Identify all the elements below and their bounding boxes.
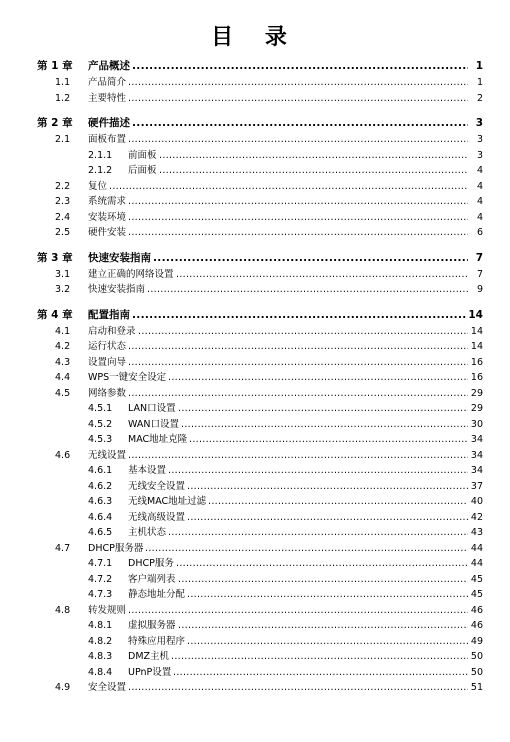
dot-leader xyxy=(181,417,468,433)
toc-entry[interactable] xyxy=(0,618,510,634)
toc-entry-number: 4.6 xyxy=(55,449,71,461)
toc-entry-number: 4.6.5 xyxy=(88,527,113,538)
toc-entry[interactable] xyxy=(0,448,510,464)
toc-entry-number: 2.3 xyxy=(55,196,71,207)
dot-leader xyxy=(178,572,468,588)
toc-entry-number: 2.1 xyxy=(55,134,71,145)
dot-leader xyxy=(128,225,468,241)
dot-leader xyxy=(128,91,468,107)
dot-leader xyxy=(128,448,468,464)
toc-entry-title[interactable]: 客户端列表 xyxy=(128,572,177,588)
toc-entry[interactable] xyxy=(0,75,510,91)
toc-entry-title[interactable]: 转发规则 xyxy=(88,603,127,619)
toc-entry[interactable] xyxy=(0,510,510,526)
dot-leader xyxy=(128,75,468,91)
dot-leader xyxy=(128,210,468,226)
toc-entry-page[interactable]: 50 xyxy=(469,665,483,681)
toc-entry[interactable] xyxy=(0,634,510,650)
toc-entry-page[interactable]: 6 xyxy=(475,225,483,241)
toc-entry[interactable] xyxy=(0,386,510,402)
toc-entry-number: 2.1.1 xyxy=(88,149,113,161)
toc-entry-number: 4.7.1 xyxy=(88,558,113,569)
toc-entry-number: 4.5.2 xyxy=(88,418,113,430)
toc-entry-page[interactable]: 1 xyxy=(474,57,483,75)
toc-entry-title[interactable]: 面板布置 xyxy=(88,132,127,148)
toc-entry[interactable] xyxy=(0,432,510,448)
toc-entry-number: 4.8.1 xyxy=(88,620,113,631)
toc-entry-number: 4.5.1 xyxy=(88,403,113,414)
toc-entry[interactable] xyxy=(0,479,510,495)
dot-leader xyxy=(176,556,468,572)
toc-entry-page[interactable]: 16 xyxy=(469,355,483,371)
toc-entry[interactable] xyxy=(0,339,510,355)
toc-entry[interactable] xyxy=(0,282,510,298)
dot-leader xyxy=(168,370,468,386)
toc-entry-number: 3.1 xyxy=(55,268,71,280)
dot-leader xyxy=(128,194,468,210)
dot-leader xyxy=(178,401,468,417)
toc-entry[interactable] xyxy=(0,267,510,283)
toc-entry[interactable] xyxy=(0,556,510,572)
toc-entry-number: 4.6.3 xyxy=(88,496,113,507)
toc-entry-title[interactable]: 后面板 xyxy=(128,163,158,179)
toc-entry-page[interactable]: 3 xyxy=(475,148,483,164)
toc-entry-page[interactable]: 4 xyxy=(475,163,483,179)
dot-leader xyxy=(132,306,468,324)
dot-leader xyxy=(187,510,468,526)
toc-entry-title[interactable]: 虚拟服务器 xyxy=(128,618,177,634)
toc-entry-number: 第 2 章 xyxy=(37,117,73,129)
toc-entry-number: 2.5 xyxy=(55,227,71,238)
toc-entry[interactable] xyxy=(0,179,510,195)
toc-entry-page[interactable]: 7 xyxy=(474,249,483,267)
toc-entry[interactable] xyxy=(0,355,510,371)
toc-entry[interactable] xyxy=(0,572,510,588)
toc-entry-title[interactable]: WAN口设置 xyxy=(128,417,180,433)
dot-leader xyxy=(168,525,468,541)
toc-entry[interactable] xyxy=(0,665,510,681)
toc-entry[interactable] xyxy=(0,194,510,210)
toc-entry-page[interactable]: 30 xyxy=(469,417,483,433)
toc-entry[interactable] xyxy=(0,494,510,510)
toc-entry-title[interactable]: 硬件安装 xyxy=(88,225,127,241)
dot-leader xyxy=(176,267,468,283)
toc-entry-title[interactable]: 设置向导 xyxy=(88,355,127,371)
toc-entry[interactable] xyxy=(0,541,510,557)
toc-entry-page[interactable]: 40 xyxy=(469,494,483,510)
toc-entry-number: 4.2 xyxy=(55,341,71,352)
toc-entry-number: 4.8 xyxy=(55,604,71,616)
dot-leader xyxy=(147,282,468,298)
toc-entry-page[interactable]: 3 xyxy=(475,132,483,148)
toc-entry-title[interactable]: 静态地址分配 xyxy=(128,587,186,603)
toc-entry-title[interactable]: 启动和登录 xyxy=(88,324,137,340)
toc-entry-title[interactable]: 快速安装指南 xyxy=(88,282,146,298)
toc-entry-number: 4.8.2 xyxy=(88,635,113,647)
toc-entry-page[interactable]: 50 xyxy=(469,649,483,665)
toc-entry-page[interactable]: 2 xyxy=(475,91,483,107)
dot-leader xyxy=(178,618,468,634)
dot-leader xyxy=(128,355,468,371)
dot-leader xyxy=(145,541,468,557)
toc-entry[interactable] xyxy=(0,370,510,386)
toc-entry[interactable] xyxy=(0,463,510,479)
toc-entry-page[interactable]: 45 xyxy=(469,572,483,588)
toc-entry-page[interactable]: 1 xyxy=(475,75,483,91)
dot-leader xyxy=(153,249,468,267)
toc-entry-page[interactable]: 4 xyxy=(475,194,483,210)
toc-entry-page[interactable]: 7 xyxy=(475,267,483,283)
toc-entry-page[interactable]: 29 xyxy=(469,401,483,417)
toc-entry[interactable] xyxy=(0,91,510,107)
dot-leader xyxy=(171,649,468,665)
dot-leader xyxy=(132,57,468,75)
toc-entry-title[interactable]: 主要特性 xyxy=(88,91,127,107)
toc-entry[interactable] xyxy=(0,132,510,148)
toc-entry-page[interactable]: 34 xyxy=(469,448,483,464)
toc-entry[interactable] xyxy=(0,649,510,665)
toc-entry[interactable] xyxy=(0,525,510,541)
dot-leader xyxy=(128,603,468,619)
toc-entry[interactable] xyxy=(0,114,510,132)
toc-entry-page[interactable]: 46 xyxy=(469,603,483,619)
toc-entry-title[interactable]: 特殊应用程序 xyxy=(128,634,186,650)
toc-entry-number: 2.2 xyxy=(55,180,71,192)
toc-entry-title[interactable]: 配置指南 xyxy=(88,306,131,324)
toc-entry-page[interactable]: 43 xyxy=(469,525,483,541)
dot-leader xyxy=(208,494,468,510)
toc-entry-number: 4.6.1 xyxy=(88,465,113,476)
toc-entry-page[interactable]: 34 xyxy=(469,432,483,448)
toc-entry-title[interactable]: 复位 xyxy=(88,179,108,195)
toc-entry-title[interactable]: DHCP服务 xyxy=(128,556,175,572)
toc-entry-page[interactable]: 9 xyxy=(475,282,483,298)
toc-entry-title[interactable]: DMZ主机 xyxy=(128,649,170,665)
toc-entry-page[interactable]: 44 xyxy=(469,541,483,557)
toc-entry-page[interactable]: 29 xyxy=(469,386,483,402)
toc-entry-number: 4.7.2 xyxy=(88,573,113,585)
dot-leader xyxy=(159,163,468,179)
toc-entry-page[interactable]: 4 xyxy=(475,179,483,195)
toc-entry-number: 4.7 xyxy=(55,542,71,554)
toc-entry-page[interactable]: 34 xyxy=(469,463,483,479)
toc-entry-number: 4.4 xyxy=(55,372,71,383)
toc-entry-page[interactable]: 37 xyxy=(469,479,483,495)
toc-entry-number: 4.5.3 xyxy=(88,434,113,445)
toc-entry[interactable] xyxy=(0,401,510,417)
toc-entry[interactable] xyxy=(0,148,510,164)
toc-entry-number: 1.1 xyxy=(55,77,71,88)
dot-leader xyxy=(187,479,468,495)
dot-leader xyxy=(128,386,468,402)
toc-entry-page[interactable]: 45 xyxy=(469,587,483,603)
toc-entry-page[interactable]: 14 xyxy=(469,324,483,340)
toc-entry-title[interactable]: 快速安装指南 xyxy=(88,249,152,267)
toc-entry-title[interactable]: 运行状态 xyxy=(88,339,127,355)
toc-entry-title[interactable]: 无线高级设置 xyxy=(128,510,186,526)
toc-entry-page[interactable]: 4 xyxy=(475,210,483,226)
toc-entry[interactable] xyxy=(0,210,510,226)
table-of-contents xyxy=(0,57,510,696)
toc-entry-title[interactable]: 安装环境 xyxy=(88,210,127,226)
toc-entry-title[interactable]: 网络参数 xyxy=(88,386,127,402)
dot-leader xyxy=(109,179,468,195)
toc-entry-number: 第 4 章 xyxy=(37,308,73,321)
toc-entry-number: 4.8.4 xyxy=(88,666,113,678)
toc-entry-number: 1.2 xyxy=(55,92,71,104)
toc-entry-page[interactable]: 16 xyxy=(469,370,483,386)
toc-entry-title[interactable]: MAC地址克隆 xyxy=(128,432,188,448)
toc-entry[interactable] xyxy=(0,324,510,340)
toc-entry-title[interactable]: 无线安全设置 xyxy=(128,479,186,495)
dot-leader xyxy=(132,114,468,132)
toc-entry-title[interactable]: 系统需求 xyxy=(88,194,127,210)
toc-entry-number: 3.2 xyxy=(55,284,71,295)
toc-entry-title[interactable]: DHCP服务器 xyxy=(88,541,144,557)
toc-entry-title[interactable]: 硬件描述 xyxy=(88,114,131,132)
toc-entry-page[interactable]: 49 xyxy=(469,634,483,650)
toc-entry[interactable] xyxy=(0,306,510,324)
dot-leader xyxy=(187,634,468,650)
toc-entry-number: 第 1 章 xyxy=(37,60,73,72)
dot-leader xyxy=(173,665,468,681)
dot-leader xyxy=(128,132,468,148)
toc-entry[interactable] xyxy=(0,680,510,696)
dot-leader xyxy=(189,432,468,448)
dot-leader xyxy=(168,463,468,479)
dot-leader xyxy=(128,339,468,355)
toc-entry-number: 2.4 xyxy=(55,211,71,223)
toc-entry-title[interactable]: 基本设置 xyxy=(128,463,167,479)
toc-entry-title[interactable]: 产品简介 xyxy=(88,75,127,91)
toc-entry-title[interactable]: 安全设置 xyxy=(88,680,127,696)
toc-entry[interactable] xyxy=(0,163,510,179)
toc-entry[interactable] xyxy=(0,249,510,267)
toc-entry-number: 4.6.4 xyxy=(88,511,113,523)
toc-entry-page[interactable]: 14 xyxy=(469,339,483,355)
toc-entry-title[interactable]: UPnP设置 xyxy=(128,665,172,681)
toc-entry-number: 第 3 章 xyxy=(37,251,73,264)
toc-entry-number: 4.1 xyxy=(55,325,71,337)
toc-entry-title[interactable]: 无线MAC地址过滤 xyxy=(128,494,207,510)
page-title: 目 录 xyxy=(211,25,299,50)
dot-leader xyxy=(138,324,468,340)
toc-entry-title[interactable]: 无线设置 xyxy=(88,448,127,464)
dot-leader xyxy=(159,148,468,164)
toc-entry[interactable] xyxy=(0,603,510,619)
toc-entry-title[interactable]: 主机状态 xyxy=(128,525,167,541)
toc-entry-page[interactable]: 46 xyxy=(469,618,483,634)
toc-entry[interactable] xyxy=(0,587,510,603)
toc-entry[interactable] xyxy=(0,57,510,75)
toc-entry-page[interactable]: 51 xyxy=(469,680,483,696)
toc-entry-number: 4.3 xyxy=(55,356,71,368)
toc-entry-number: 4.8.3 xyxy=(88,651,113,662)
toc-entry-page[interactable]: 14 xyxy=(466,306,483,324)
toc-entry-number: 4.9 xyxy=(55,682,71,693)
toc-entry-number: 2.1.2 xyxy=(88,165,113,176)
toc-entry-page[interactable]: 42 xyxy=(469,510,483,526)
dot-leader xyxy=(187,587,468,603)
toc-entry[interactable] xyxy=(0,417,510,433)
dot-leader xyxy=(128,680,468,696)
toc-entry-title[interactable]: 前面板 xyxy=(128,148,158,164)
toc-entry-number: 4.7.3 xyxy=(88,589,113,600)
toc-entry-title[interactable]: LAN口设置 xyxy=(128,401,177,417)
toc-entry-title[interactable]: 产品概述 xyxy=(88,57,131,75)
toc-entry[interactable] xyxy=(0,225,510,241)
toc-entry-title[interactable]: 建立正确的网络设置 xyxy=(88,267,175,283)
toc-entry-page[interactable]: 44 xyxy=(469,556,483,572)
toc-entry-page[interactable]: 3 xyxy=(474,114,483,132)
toc-entry-number: 4.6.2 xyxy=(88,480,113,492)
toc-entry-number: 4.5 xyxy=(55,387,71,399)
toc-entry-title[interactable]: WPS一键安全设定 xyxy=(88,370,167,386)
